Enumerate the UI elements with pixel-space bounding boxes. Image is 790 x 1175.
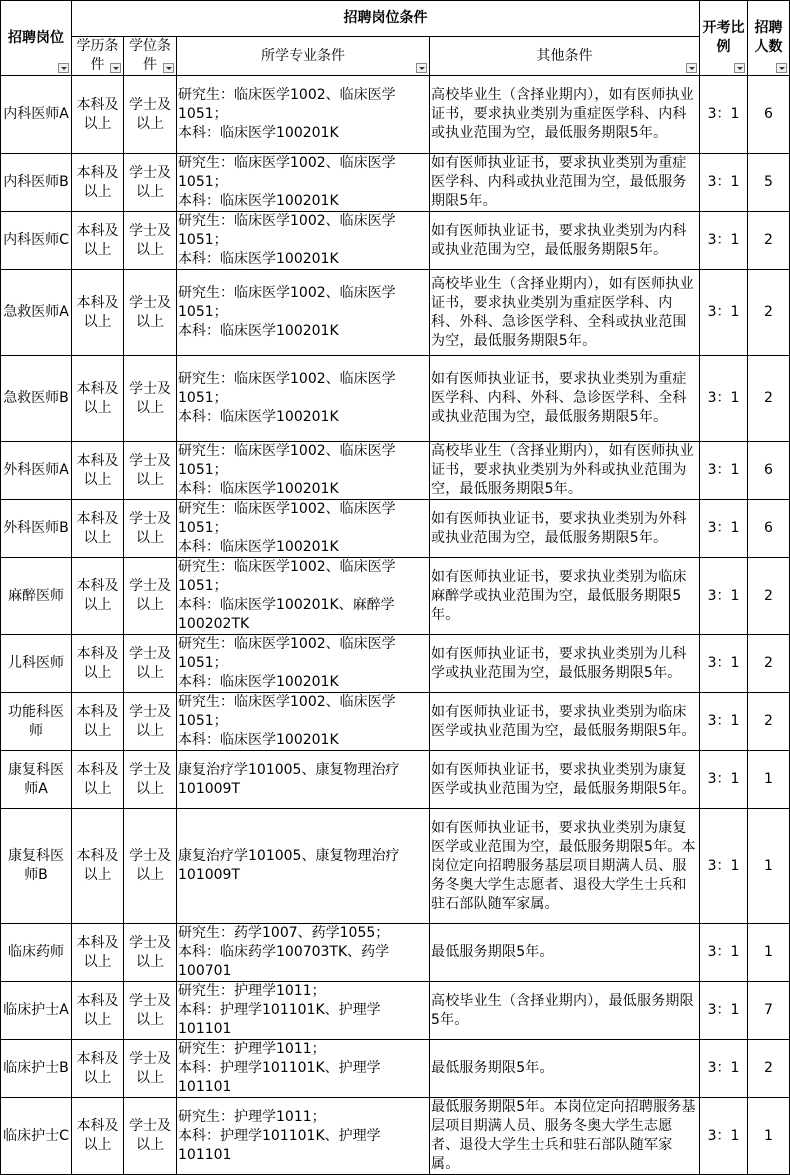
cell-count[interactable]: 6 [748,500,790,558]
cell-count[interactable]: 2 [748,212,790,270]
cell-degree[interactable]: 学士及以上 [124,212,177,270]
cell-education[interactable]: 本科及以上 [72,154,124,212]
header-count[interactable] [748,1,790,76]
cell-position[interactable]: 内科医师C [1,212,72,270]
table-row [1,76,790,154]
header-education-label: 学历条件 [76,38,119,73]
cell-position[interactable]: 内科医师B [1,154,72,212]
header-degree-label: 学位条件 [129,38,171,73]
cell-degree[interactable]: 学士及以上 [124,751,177,809]
cell-count[interactable]: 2 [748,270,790,356]
cell-other[interactable]: 如有医师执业证书，要求执业类别为重症医学科、内科或执业范围为空，最低服务期限5年。 [430,154,700,212]
cell-ratio[interactable]: 3：1 [700,924,748,982]
cell-position[interactable]: 外科医师B [1,500,72,558]
cell-position[interactable]: 功能科医师 [1,693,72,751]
header-conditions-label: 招聘岗位条件 [343,10,428,26]
cell-count[interactable]: 7 [748,982,790,1040]
table-row [1,924,790,982]
cell-education[interactable]: 本科及以上 [72,558,124,635]
cell-position[interactable]: 临床护士B [1,1040,72,1098]
cell-education[interactable]: 本科及以上 [72,693,124,751]
cell-other[interactable]: 如有医师执业证书，要求执业类别为内科或执业范围为空，最低服务期限5年。 [430,212,700,270]
table-body [1,76,790,1175]
cell-education[interactable]: 本科及以上 [72,270,124,356]
table-row [1,356,790,442]
cell-degree[interactable]: 学士及以上 [124,270,177,356]
cell-major[interactable]: 研究生：临床医学1002、临床医学1051； 本科：临床医学100201K [177,154,430,212]
cell-position[interactable]: 麻醉医师 [1,558,72,635]
cell-ratio[interactable]: 3：1 [700,635,748,693]
header-major-label: 所学专业条件 [261,47,345,64]
cell-ratio[interactable]: 3：1 [700,212,748,270]
cell-degree[interactable]: 学士及以上 [124,809,177,924]
cell-position[interactable]: 外科医师A [1,442,72,500]
cell-degree[interactable]: 学士及以上 [124,635,177,693]
cell-other[interactable]: 最低服务期限5年。 [430,924,700,982]
cell-education[interactable]: 本科及以上 [72,76,124,154]
cell-other[interactable]: 最低服务期限5年。本岗位定向招聘服务基层项目期满人员、服务冬奥大学生志愿者、退役大学生士兵和驻石部队随军家属。 [430,1098,700,1175]
cell-education[interactable]: 本科及以上 [72,809,124,924]
cell-count[interactable]: 2 [748,1040,790,1098]
cell-degree[interactable]: 学士及以上 [124,356,177,442]
cell-major[interactable]: 研究生：临床医学1002、临床医学1051； 本科：临床医学100201K [177,693,430,751]
header-conditions [72,1,700,37]
cell-major[interactable]: 研究生：临床医学1002、临床医学1051； 本科：临床医学100201K [177,212,430,270]
filter-dropdown-icon[interactable] [416,63,427,73]
cell-education[interactable]: 本科及以上 [72,635,124,693]
cell-count[interactable]: 1 [748,809,790,924]
filter-dropdown-icon[interactable] [776,63,787,73]
cell-other[interactable]: 如有医师执业证书，要求执业类别为临床医学或执业范围为空，最低服务期限5年。 [430,693,700,751]
cell-education[interactable]: 本科及以上 [72,212,124,270]
header-other[interactable] [430,37,700,76]
cell-major[interactable]: 研究生：护理学1011； 本科：护理学101101K、护理学101101 [177,982,430,1040]
cell-major[interactable]: 研究生：临床医学1002、临床医学1051； 本科：临床医学100201K [177,270,430,356]
cell-ratio[interactable]: 3：1 [700,270,748,356]
table-row [1,212,790,270]
cell-education[interactable]: 本科及以上 [72,442,124,500]
cell-count[interactable]: 6 [748,76,790,154]
cell-position[interactable]: 儿科医师 [1,635,72,693]
table-row [1,558,790,635]
filter-dropdown-icon[interactable] [58,63,69,73]
cell-education[interactable]: 本科及以上 [72,982,124,1040]
table-header [1,1,790,76]
cell-position[interactable]: 临床护士C [1,1098,72,1175]
cell-major[interactable]: 研究生：临床医学1002、临床医学1051； 本科：临床医学100201K、麻醉学100202TK [177,558,430,635]
cell-degree[interactable]: 学士及以上 [124,442,177,500]
table-row [1,693,790,751]
table-row [1,442,790,500]
cell-degree[interactable]: 学士及以上 [124,558,177,635]
cell-count[interactable]: 2 [748,356,790,442]
cell-count[interactable]: 1 [748,751,790,809]
cell-major[interactable]: 研究生：护理学1011； 本科：护理学101101K、护理学101101 [177,1040,430,1098]
cell-major[interactable]: 研究生：临床医学1002、临床医学1051； 本科：临床医学100201K [177,356,430,442]
cell-ratio[interactable]: 3：1 [700,558,748,635]
cell-degree[interactable]: 学士及以上 [124,76,177,154]
header-position-label: 招聘岗位 [8,29,64,46]
cell-education[interactable]: 本科及以上 [72,500,124,558]
table-row [1,809,790,924]
cell-education[interactable]: 本科及以上 [72,751,124,809]
table-row [1,1040,790,1098]
cell-degree[interactable]: 学士及以上 [124,693,177,751]
cell-position[interactable]: 康复科医师B [1,809,72,924]
cell-major[interactable]: 研究生：临床医学1002、临床医学1051； 本科：临床医学100201K [177,76,430,154]
cell-other[interactable]: 如有医师执业证书，要求执业类别为儿科学或执业范围为空，最低服务期限5年。 [430,635,700,693]
cell-other[interactable]: 如有医师执业证书，要求执业类别为康复医学或业范围为空，最低服务期限5年。本岗位定向招聘服务基层项目期满人员、服务冬奥大学生志愿者、退役大学生士兵和驻石部队随军家属。 [430,809,700,924]
table-row [1,270,790,356]
cell-count[interactable]: 1 [748,924,790,982]
cell-degree[interactable]: 学士及以上 [124,1098,177,1175]
cell-ratio[interactable]: 3：1 [700,809,748,924]
cell-position[interactable]: 内科医师A [1,76,72,154]
cell-count[interactable]: 2 [748,635,790,693]
table-row [1,500,790,558]
cell-major[interactable]: 研究生：临床医学1002、临床医学1051； 本科：临床医学100201K [177,635,430,693]
cell-other[interactable]: 如有医师执业证书，要求执业类别为康复医学或执业范围为空，最低服务期限5年。 [430,751,700,809]
header-ratio[interactable] [700,1,748,76]
header-count-label: 招聘人数 [754,20,783,55]
cell-degree[interactable]: 学士及以上 [124,924,177,982]
cell-count[interactable]: 1 [748,1098,790,1175]
table-row [1,635,790,693]
cell-other[interactable]: 如有医师执业证书，要求执业类别为外科或执业范围为空，最低服务期限5年。 [430,500,700,558]
header-other-label: 其他条件 [536,47,593,64]
cell-position[interactable]: 急救医师B [1,356,72,442]
cell-count[interactable]: 2 [748,558,790,635]
cell-ratio[interactable]: 3：1 [700,500,748,558]
header-education[interactable] [72,37,124,76]
cell-count[interactable]: 6 [748,442,790,500]
cell-position[interactable]: 临床药师 [1,924,72,982]
cell-other[interactable]: 高校毕业生（含择业期内），最低服务期限5年。 [430,982,700,1040]
cell-position[interactable]: 康复科医师A [1,751,72,809]
filter-dropdown-icon[interactable] [110,63,121,73]
cell-ratio[interactable]: 3：1 [700,356,748,442]
cell-other[interactable]: 高校毕业生（含择业期内），如有医师执业证书，要求执业类别为重症医学科、内科、外科、急诊医学科、全科或执业范围为空，最低服务期限5年。 [430,270,700,356]
cell-major[interactable]: 研究生：临床医学1002、临床医学1051； 本科：临床医学100201K [177,500,430,558]
cell-degree[interactable]: 学士及以上 [124,982,177,1040]
cell-ratio[interactable]: 3：1 [700,76,748,154]
cell-education[interactable]: 本科及以上 [72,356,124,442]
cell-count[interactable]: 2 [748,693,790,751]
cell-degree[interactable]: 学士及以上 [124,154,177,212]
table-row [1,1098,790,1175]
cell-ratio[interactable]: 3：1 [700,1098,748,1175]
cell-ratio[interactable]: 3：1 [700,693,748,751]
cell-ratio[interactable]: 3：1 [700,751,748,809]
table-row [1,751,790,809]
filter-dropdown-icon[interactable] [734,63,745,73]
cell-education[interactable]: 本科及以上 [72,1040,124,1098]
cell-major[interactable]: 康复治疗学101005、康复物理治疗101009T [177,809,430,924]
header-position[interactable] [1,1,72,76]
cell-major[interactable]: 研究生：护理学1011； 本科：护理学101101K、护理学101101 [177,1098,430,1175]
cell-ratio[interactable]: 3：1 [700,1040,748,1098]
header-ratio-label: 开考比例 [702,20,745,55]
cell-position[interactable]: 急救医师A [1,270,72,356]
cell-other[interactable]: 高校毕业生（含择业期内），如有医师执业证书，要求执业类别为重症医学科、内科或执业范围为空，最低服务期限5年。 [430,76,700,154]
filter-dropdown-icon[interactable] [163,63,174,73]
filter-dropdown-icon[interactable] [686,63,697,73]
cell-ratio[interactable]: 3：1 [700,442,748,500]
cell-ratio[interactable]: 3：1 [700,982,748,1040]
header-degree[interactable] [124,37,177,76]
cell-other[interactable]: 如有医师执业证书，要求执业类别为重症医学科、内科、外科、急诊医学科、全科或执业范围为空，最低服务期限5年。 [430,356,700,442]
cell-ratio[interactable]: 3：1 [700,154,748,212]
cell-position[interactable]: 临床护士A [1,982,72,1040]
header-major[interactable] [177,37,430,76]
cell-major[interactable]: 研究生：药学1007、药学1055； 本科：临床药学100703TK、药学100701 [177,924,430,982]
cell-other[interactable]: 如有医师执业证书，要求执业类别为临床麻醉学或执业范围为空，最低服务期限5年。 [430,558,700,635]
cell-count[interactable]: 5 [748,154,790,212]
table-row [1,154,790,212]
table-row [1,982,790,1040]
cell-major[interactable]: 研究生：临床医学1002、临床医学1051； 本科：临床医学100201K [177,442,430,500]
cell-degree[interactable]: 学士及以上 [124,500,177,558]
cell-major[interactable]: 康复治疗学101005、康复物理治疗101009T [177,751,430,809]
cell-education[interactable]: 本科及以上 [72,924,124,982]
cell-other[interactable]: 高校毕业生（含择业期内），如有医师执业证书，要求执业类别为外科或执业范围为空，最低服务期限5年。 [430,442,700,500]
cell-degree[interactable]: 学士及以上 [124,1040,177,1098]
cell-other[interactable]: 最低服务期限5年。 [430,1040,700,1098]
cell-education[interactable]: 本科及以上 [72,1098,124,1175]
